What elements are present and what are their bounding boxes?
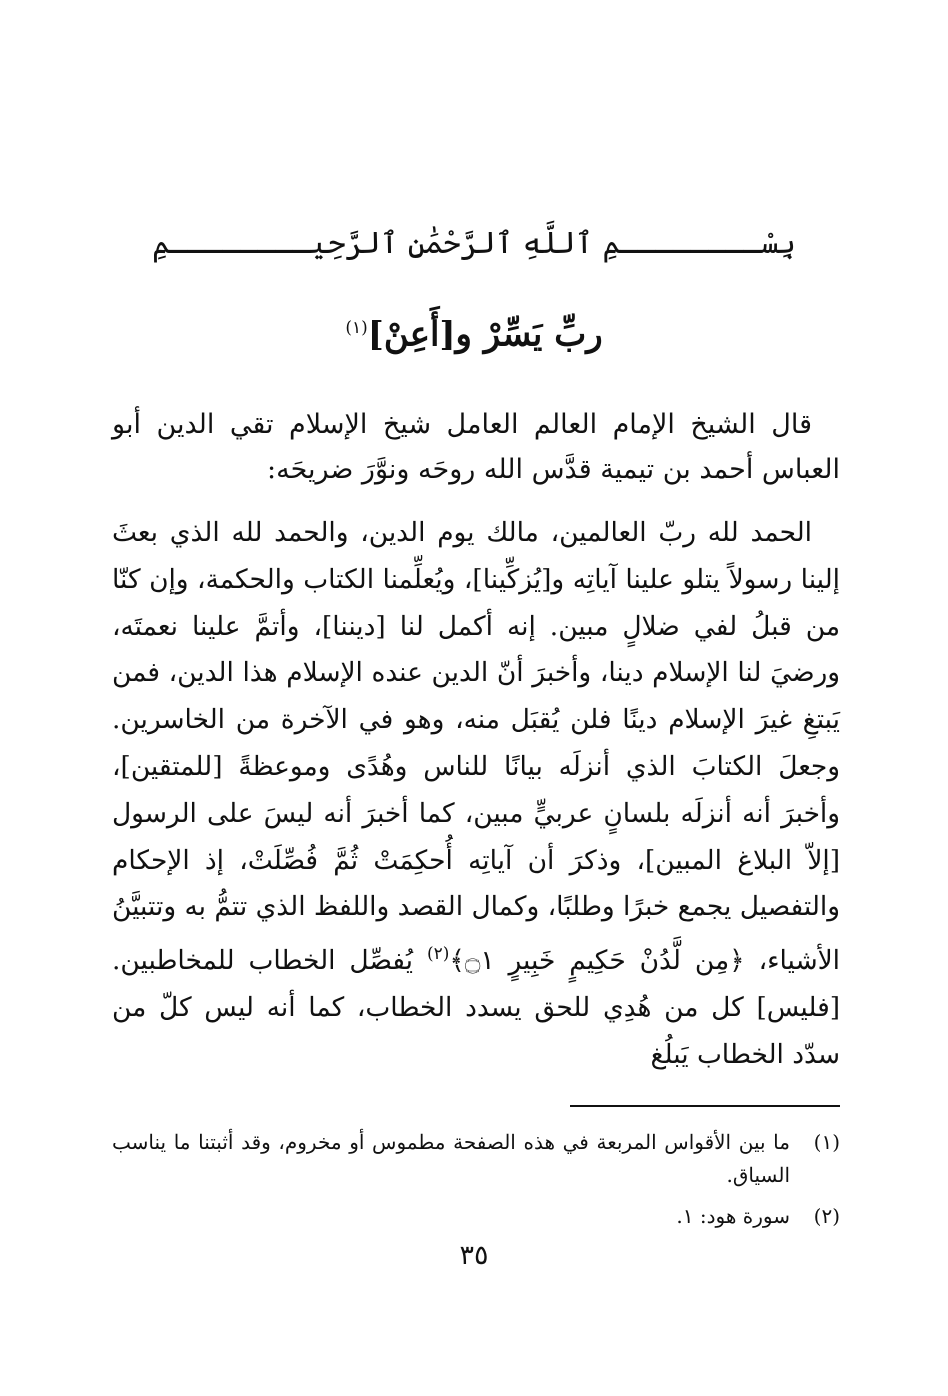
intro-text: قال الشيخ الإمام العالم العامل شيخ الإسلام تقي الدين أبو العباس أحمد بن تيمية قدَّس الله روحَه ونوَّرَ ضريحَه: xyxy=(112,409,840,485)
footnote-number: (٢) xyxy=(813,1204,840,1228)
footnote-text: ما بين الأقواس المربعة في هذه الصفحة مطموس أو مخروم، وقد أثبتنا ما يناسب السياق. xyxy=(112,1130,790,1187)
footnote-separator xyxy=(570,1105,840,1107)
heading-text: ربِّ يَسِّرْ و[أَعِنْ] xyxy=(367,314,603,355)
footnote-text: سورة هود: ١. xyxy=(676,1204,790,1228)
intro-paragraph xyxy=(112,402,840,492)
heading-footnote-ref: (١) xyxy=(345,318,368,338)
body-paragraph xyxy=(112,510,840,1078)
basmala-text: بِسْــــــــمِ ٱللَّهِ ٱلرَّحْمَٰنِ ٱلرَّحِيــــــــمِ xyxy=(152,226,796,261)
body-text-part1: الحمد لله ربّ العالمين، مالك يوم الدين، والحمد لله الذي بعثَ إلينا رسولاً يتلو علينا آياتِه و[يُزكِّينا]، ويُعلِّمنا الكتاب والحكمة، وإن كنّا من قبلُ لفي ضلالٍ مبين. إنه أكمل لنا [ديننا]، وأتمَّ علينا نعمتَه، ورضيَ لنا الإسلام دينا، وأخبرَ أنّ الدين عنده الإسلام هذا الدين، فمن يَبتغِ غيرَ الإسلام دينًا فلن يُقبَل منه، وهو في الآخرة من الخاسرين. وجعلَ الكتابَ الذي أنزلَه بيانًا للناس وهُدًى وموعظةً [للمتقين]، وأخبرَ أنه أنزلَه بلسانٍ عربيٍّ مبين، كما أخبرَ أنه ليسَ على الرسول [إلاّ البلاغ المبين]، وذكرَ أن آياتِه أُحكِمَتْ ثُمَّ فُصِّلَتْ، إذ الإحكام والتفصيل يجمع خبرًا وطلبًا، وكمال القصد واللفظ الذي تتمُّ به وتتبيَّنُ الأشياء، ﴿مِن لَّدُنْ حَكِيمٍ خَبِيرٍ ۝١﴾ xyxy=(112,517,840,976)
footnote-2 xyxy=(112,1200,840,1233)
basmala xyxy=(0,222,948,266)
footnote-number: (١) xyxy=(813,1130,840,1154)
page-number: ٣٥ xyxy=(459,1240,489,1271)
footnotes xyxy=(112,1126,840,1241)
heading xyxy=(0,300,948,362)
body-footnote-ref: (٢) xyxy=(426,944,450,965)
footnote-1 xyxy=(112,1126,840,1192)
body-text-part2: يُفصِّل الخطاب للمخاطبين. [فليس] كل من هُدِي للحق يسدد الخطاب، كما أنه ليس كلّ من سدّد الخطاب يَبلُغ xyxy=(112,944,840,1070)
